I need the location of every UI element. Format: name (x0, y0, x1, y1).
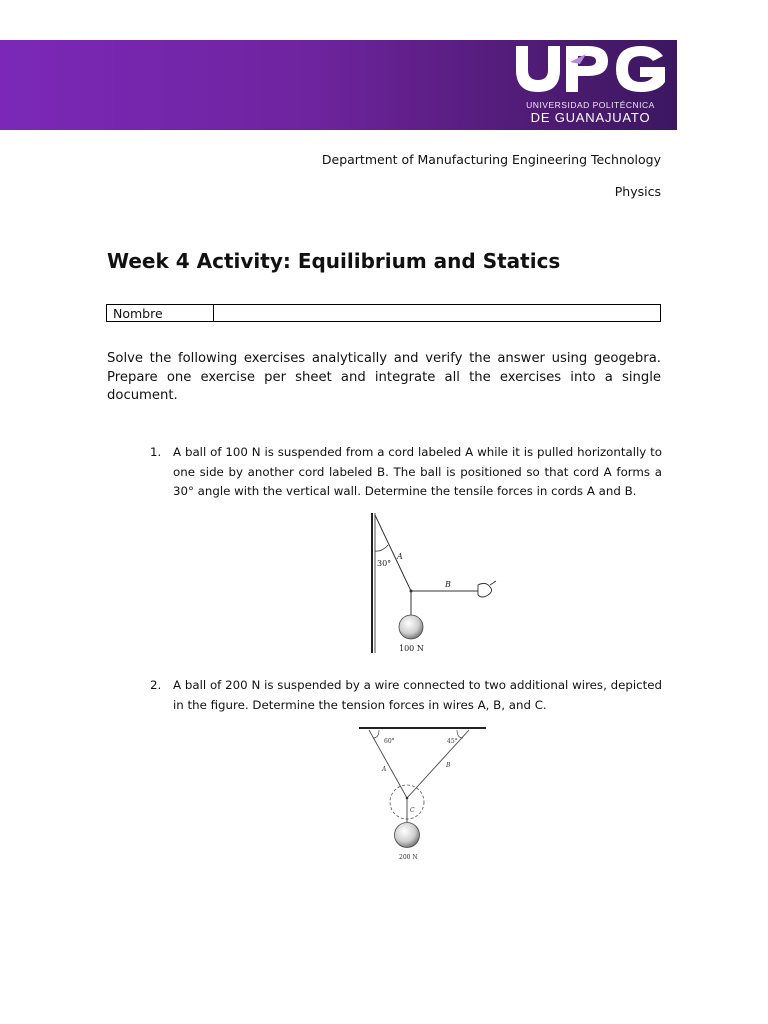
exercise-item (150, 443, 662, 502)
logo-line2: DE GUANAJUATO (530, 110, 651, 125)
exercise-text: A ball of 100 N is suspended from a cord labeled A while it is pulled horizontally to one side by another cord labeled B. The ball is positioned so that cord A forms a 30° angle with the vertical wall. Determine the tensile forces in cords A and B. (173, 445, 662, 498)
wire-c-label: C (410, 807, 415, 814)
weight-label: 200 N (399, 854, 418, 861)
exercise-item (150, 676, 662, 715)
angle-right-label: 45° (447, 738, 458, 745)
cord-b-label: B (445, 580, 451, 589)
department-name: Department of Manufacturing Engineering Technology (321, 152, 661, 167)
cord-a-label: A (397, 552, 403, 561)
page-title: Week 4 Activity: Equilibrium and Statics (107, 249, 561, 273)
logo-mark-icon (508, 40, 673, 102)
figure-ball-three-wires-diagram (355, 722, 490, 864)
exercise-text: A ball of 200 N is suspended by a wire connected to two additional wires, depicted in the figure. Determine the tension forces in wires A, B, and C. (173, 678, 662, 712)
exercise-number: 2. (150, 678, 162, 692)
angle-left-label: 60° (384, 738, 395, 745)
name-field-input[interactable] (214, 305, 660, 321)
instructions-paragraph: Solve the following exercises analytically and verify the answer using geogebra. Prepare one exercise per sheet and integrate all the exercises into a single document. (107, 351, 661, 403)
university-logo (508, 40, 673, 130)
logo-line1: UNIVERSIDAD POLITÉCNICA (526, 100, 655, 110)
wire-a-label: A (382, 766, 387, 773)
name-field-label: Nombre (107, 305, 214, 321)
exercise-number: 1. (150, 445, 162, 459)
figure-ball-wall-diagram (330, 505, 510, 657)
name-field-table (106, 304, 661, 322)
angle-label: 30° (377, 559, 392, 568)
weight-label: 100 N (399, 644, 424, 653)
wire-b-label: B (446, 762, 451, 769)
course-name: Physics (614, 184, 661, 199)
